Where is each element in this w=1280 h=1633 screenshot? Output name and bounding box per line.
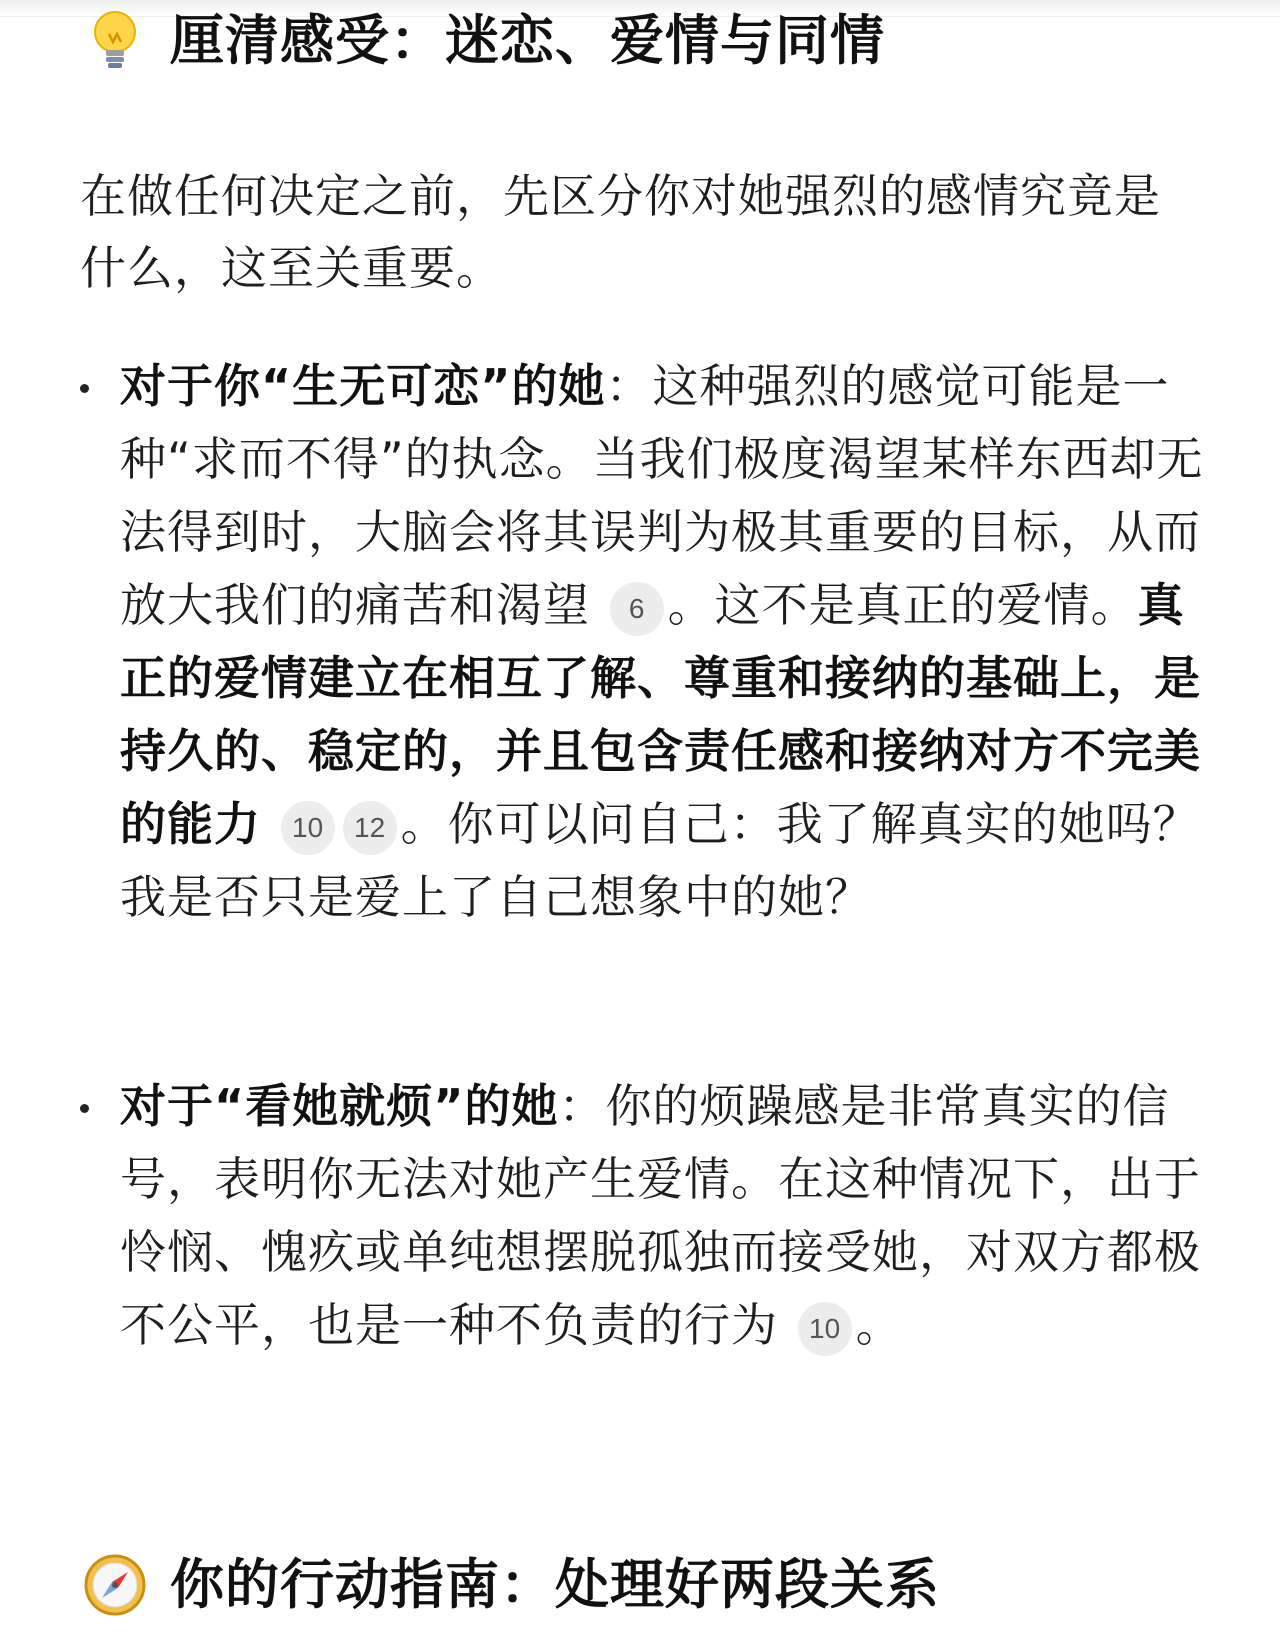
list-item-annoyance (80, 1070, 1220, 1362)
section-heading-feelings (82, 8, 885, 74)
list-item-body (120, 350, 1220, 934)
list-item-lead: 对于你“生无可恋”的她 (120, 359, 606, 413)
list-item-text: 这种强烈的感觉可能是一种“求而不得”的执念。当我们极度渴望某样东西却无法得到时，大脑会将其误判为极其重要的目标，从而放大我们的痛苦和渴望 (120, 359, 1204, 632)
list-item-text: 。这不是真正的爱情。 (667, 578, 1138, 632)
citation-badge[interactable]: 6 (610, 582, 664, 636)
list-item-infatuation (80, 350, 1220, 934)
list-item-lead: 对于“看她就烦”的她 (120, 1079, 559, 1133)
citation-badge[interactable]: 12 (343, 801, 397, 855)
lightbulb-icon (82, 8, 148, 74)
list-item-body (120, 1070, 1220, 1362)
citation-badge[interactable]: 10 (281, 801, 335, 855)
bullet-dot (80, 384, 89, 393)
bullet-dot (80, 1104, 89, 1113)
intro-paragraph: 在做任何决定之前，先区分你对她强烈的感情究竟是什么，这至关重要。 (80, 169, 1161, 295)
section-heading-action-guide (82, 1552, 940, 1618)
section-heading-text: 你的行动指南：处理好两段关系 (170, 1553, 940, 1616)
citation-badge[interactable]: 10 (798, 1302, 852, 1356)
lead-colon: ： (558, 1079, 606, 1133)
emphasis-text: 真正的爱情建立在相互了解、尊重和接纳的基础上，是持久的、稳定的，并且包含责任感和接纳对方不完美的能力 (120, 578, 1201, 851)
compass-icon (82, 1552, 148, 1618)
list-item-text: 你的烦躁感是非常真实的信号，表明你无法对她产生爱情。在这种情况下，出于怜悯、愧疚或单纯想摆脱孤独而接受她，对双方都极不公平，也是一种不负责的行为 (120, 1079, 1201, 1352)
list-item-text: 。你可以问自己：我了解真实的她吗？我是否只是爱上了自己想象中的她？ (120, 797, 1200, 924)
list-item-text: 。 (855, 1298, 903, 1352)
lead-colon: ： (605, 359, 653, 413)
section-heading-text: 厘清感受：迷恋、爱情与同情 (170, 9, 885, 72)
